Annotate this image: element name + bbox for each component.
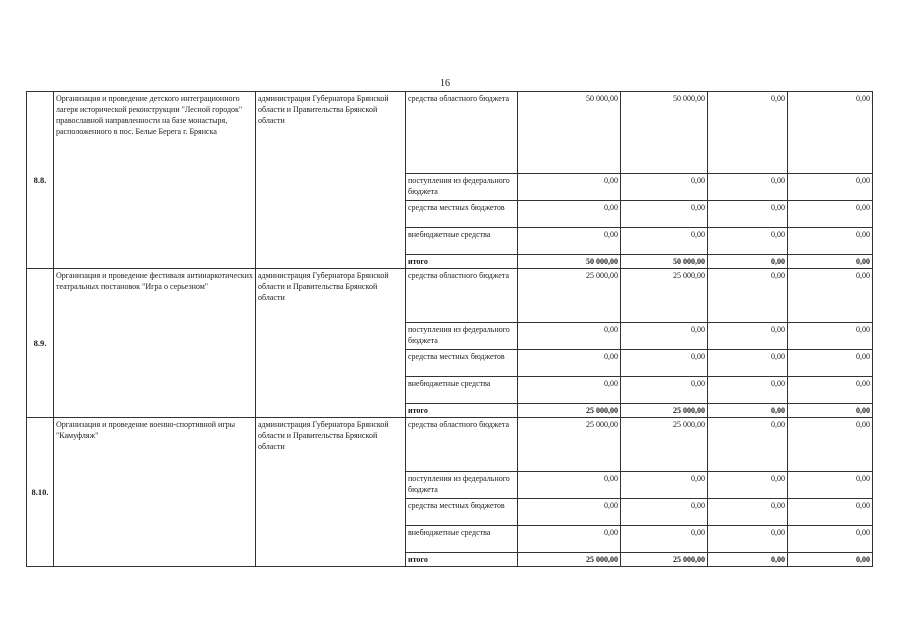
amount-cell: 0,00 xyxy=(708,92,788,174)
amount-cell: 0,00 xyxy=(788,499,873,526)
item-number: 8.9. xyxy=(27,269,54,418)
amount-cell: 25 000,00 xyxy=(518,269,621,323)
amount-cell: 0,00 xyxy=(788,92,873,174)
amount-cell: 0,00 xyxy=(518,377,621,404)
amount-cell: 0,00 xyxy=(788,472,873,499)
item-executor: администрация Губернатора Брянской области и Правительства Брянской области xyxy=(256,418,406,567)
amount-cell: 25 000,00 xyxy=(621,269,708,323)
funding-source: поступления из федерального бюджета xyxy=(406,323,518,350)
amount-cell: 0,00 xyxy=(621,499,708,526)
funding-source: итого xyxy=(406,553,518,567)
funding-source: внебюджетные средства xyxy=(406,526,518,553)
amount-cell: 0,00 xyxy=(788,228,873,255)
table-row xyxy=(27,269,873,323)
amount-cell: 0,00 xyxy=(708,323,788,350)
amount-cell: 0,00 xyxy=(518,323,621,350)
amount-cell: 0,00 xyxy=(518,174,621,201)
amount-cell: 0,00 xyxy=(708,350,788,377)
amount-cell: 0,00 xyxy=(518,201,621,228)
amount-cell: 0,00 xyxy=(788,418,873,472)
amount-cell: 0,00 xyxy=(621,228,708,255)
funding-source: поступления из федерального бюджета xyxy=(406,472,518,499)
funding-source: итого xyxy=(406,404,518,418)
funding-source: внебюджетные средства xyxy=(406,377,518,404)
funding-source: средства местных бюджетов xyxy=(406,350,518,377)
funding-source: поступления из федерального бюджета xyxy=(406,174,518,201)
funding-source: средства областного бюджета xyxy=(406,92,518,174)
amount-cell: 0,00 xyxy=(788,201,873,228)
amount-cell: 0,00 xyxy=(518,350,621,377)
amount-cell: 0,00 xyxy=(621,472,708,499)
funding-source: внебюджетные средства xyxy=(406,228,518,255)
amount-cell: 0,00 xyxy=(708,174,788,201)
amount-cell: 0,00 xyxy=(708,472,788,499)
item-executor: администрация Губернатора Брянской области и Правительства Брянской области xyxy=(256,92,406,269)
amount-cell: 0,00 xyxy=(708,228,788,255)
amount-cell: 0,00 xyxy=(518,472,621,499)
amount-cell: 0,00 xyxy=(788,553,873,567)
amount-cell: 0,00 xyxy=(708,499,788,526)
amount-cell: 50 000,00 xyxy=(518,255,621,269)
amount-cell: 0,00 xyxy=(621,526,708,553)
amount-cell: 0,00 xyxy=(518,526,621,553)
amount-cell: 50 000,00 xyxy=(518,92,621,174)
amount-cell: 0,00 xyxy=(708,269,788,323)
page-number: 16 xyxy=(440,78,450,89)
amount-cell: 0,00 xyxy=(621,323,708,350)
amount-cell: 0,00 xyxy=(518,228,621,255)
item-description: Организация и проведение военно-спортивной игры "Камуфляж" xyxy=(54,418,256,567)
amount-cell: 0,00 xyxy=(621,350,708,377)
funding-source: средства областного бюджета xyxy=(406,418,518,472)
funding-source: средства местных бюджетов xyxy=(406,499,518,526)
amount-cell: 25 000,00 xyxy=(518,553,621,567)
amount-cell: 0,00 xyxy=(788,350,873,377)
amount-cell: 0,00 xyxy=(708,418,788,472)
item-description: Организация и проведение детского интеграционного лагеря исторической реконструкции "Лесной городок" православной направленности на базе монастыря, расположенного в пос. Белые Берега г. Брянска xyxy=(54,92,256,269)
funding-source: средства областного бюджета xyxy=(406,269,518,323)
amount-cell: 0,00 xyxy=(788,174,873,201)
amount-cell: 25 000,00 xyxy=(621,553,708,567)
amount-cell: 0,00 xyxy=(788,526,873,553)
funding-source: итого xyxy=(406,255,518,269)
amount-cell: 0,00 xyxy=(621,174,708,201)
amount-cell: 0,00 xyxy=(621,377,708,404)
amount-cell: 0,00 xyxy=(708,377,788,404)
amount-cell: 0,00 xyxy=(708,526,788,553)
table-row xyxy=(27,418,873,472)
amount-cell: 0,00 xyxy=(788,255,873,269)
amount-cell: 25 000,00 xyxy=(621,418,708,472)
item-number: 8.8. xyxy=(27,92,54,269)
amount-cell: 0,00 xyxy=(788,377,873,404)
item-description: Организация и проведение фестиваля антинаркотических театральных постановок "Игра о серьезном" xyxy=(54,269,256,418)
amount-cell: 0,00 xyxy=(708,553,788,567)
amount-cell: 0,00 xyxy=(788,404,873,418)
amount-cell: 0,00 xyxy=(708,201,788,228)
amount-cell: 0,00 xyxy=(788,323,873,350)
amount-cell: 25 000,00 xyxy=(518,404,621,418)
amount-cell: 25 000,00 xyxy=(621,404,708,418)
table-row xyxy=(27,92,873,174)
amount-cell: 0,00 xyxy=(708,404,788,418)
amount-cell: 50 000,00 xyxy=(621,255,708,269)
amount-cell: 25 000,00 xyxy=(518,418,621,472)
amount-cell: 50 000,00 xyxy=(621,92,708,174)
budget-table xyxy=(26,91,873,567)
item-executor: администрация Губернатора Брянской области и Правительства Брянской области xyxy=(256,269,406,418)
amount-cell: 0,00 xyxy=(788,269,873,323)
funding-source: средства местных бюджетов xyxy=(406,201,518,228)
amount-cell: 0,00 xyxy=(708,255,788,269)
amount-cell: 0,00 xyxy=(518,499,621,526)
item-number: 8.10. xyxy=(27,418,54,567)
amount-cell: 0,00 xyxy=(621,201,708,228)
